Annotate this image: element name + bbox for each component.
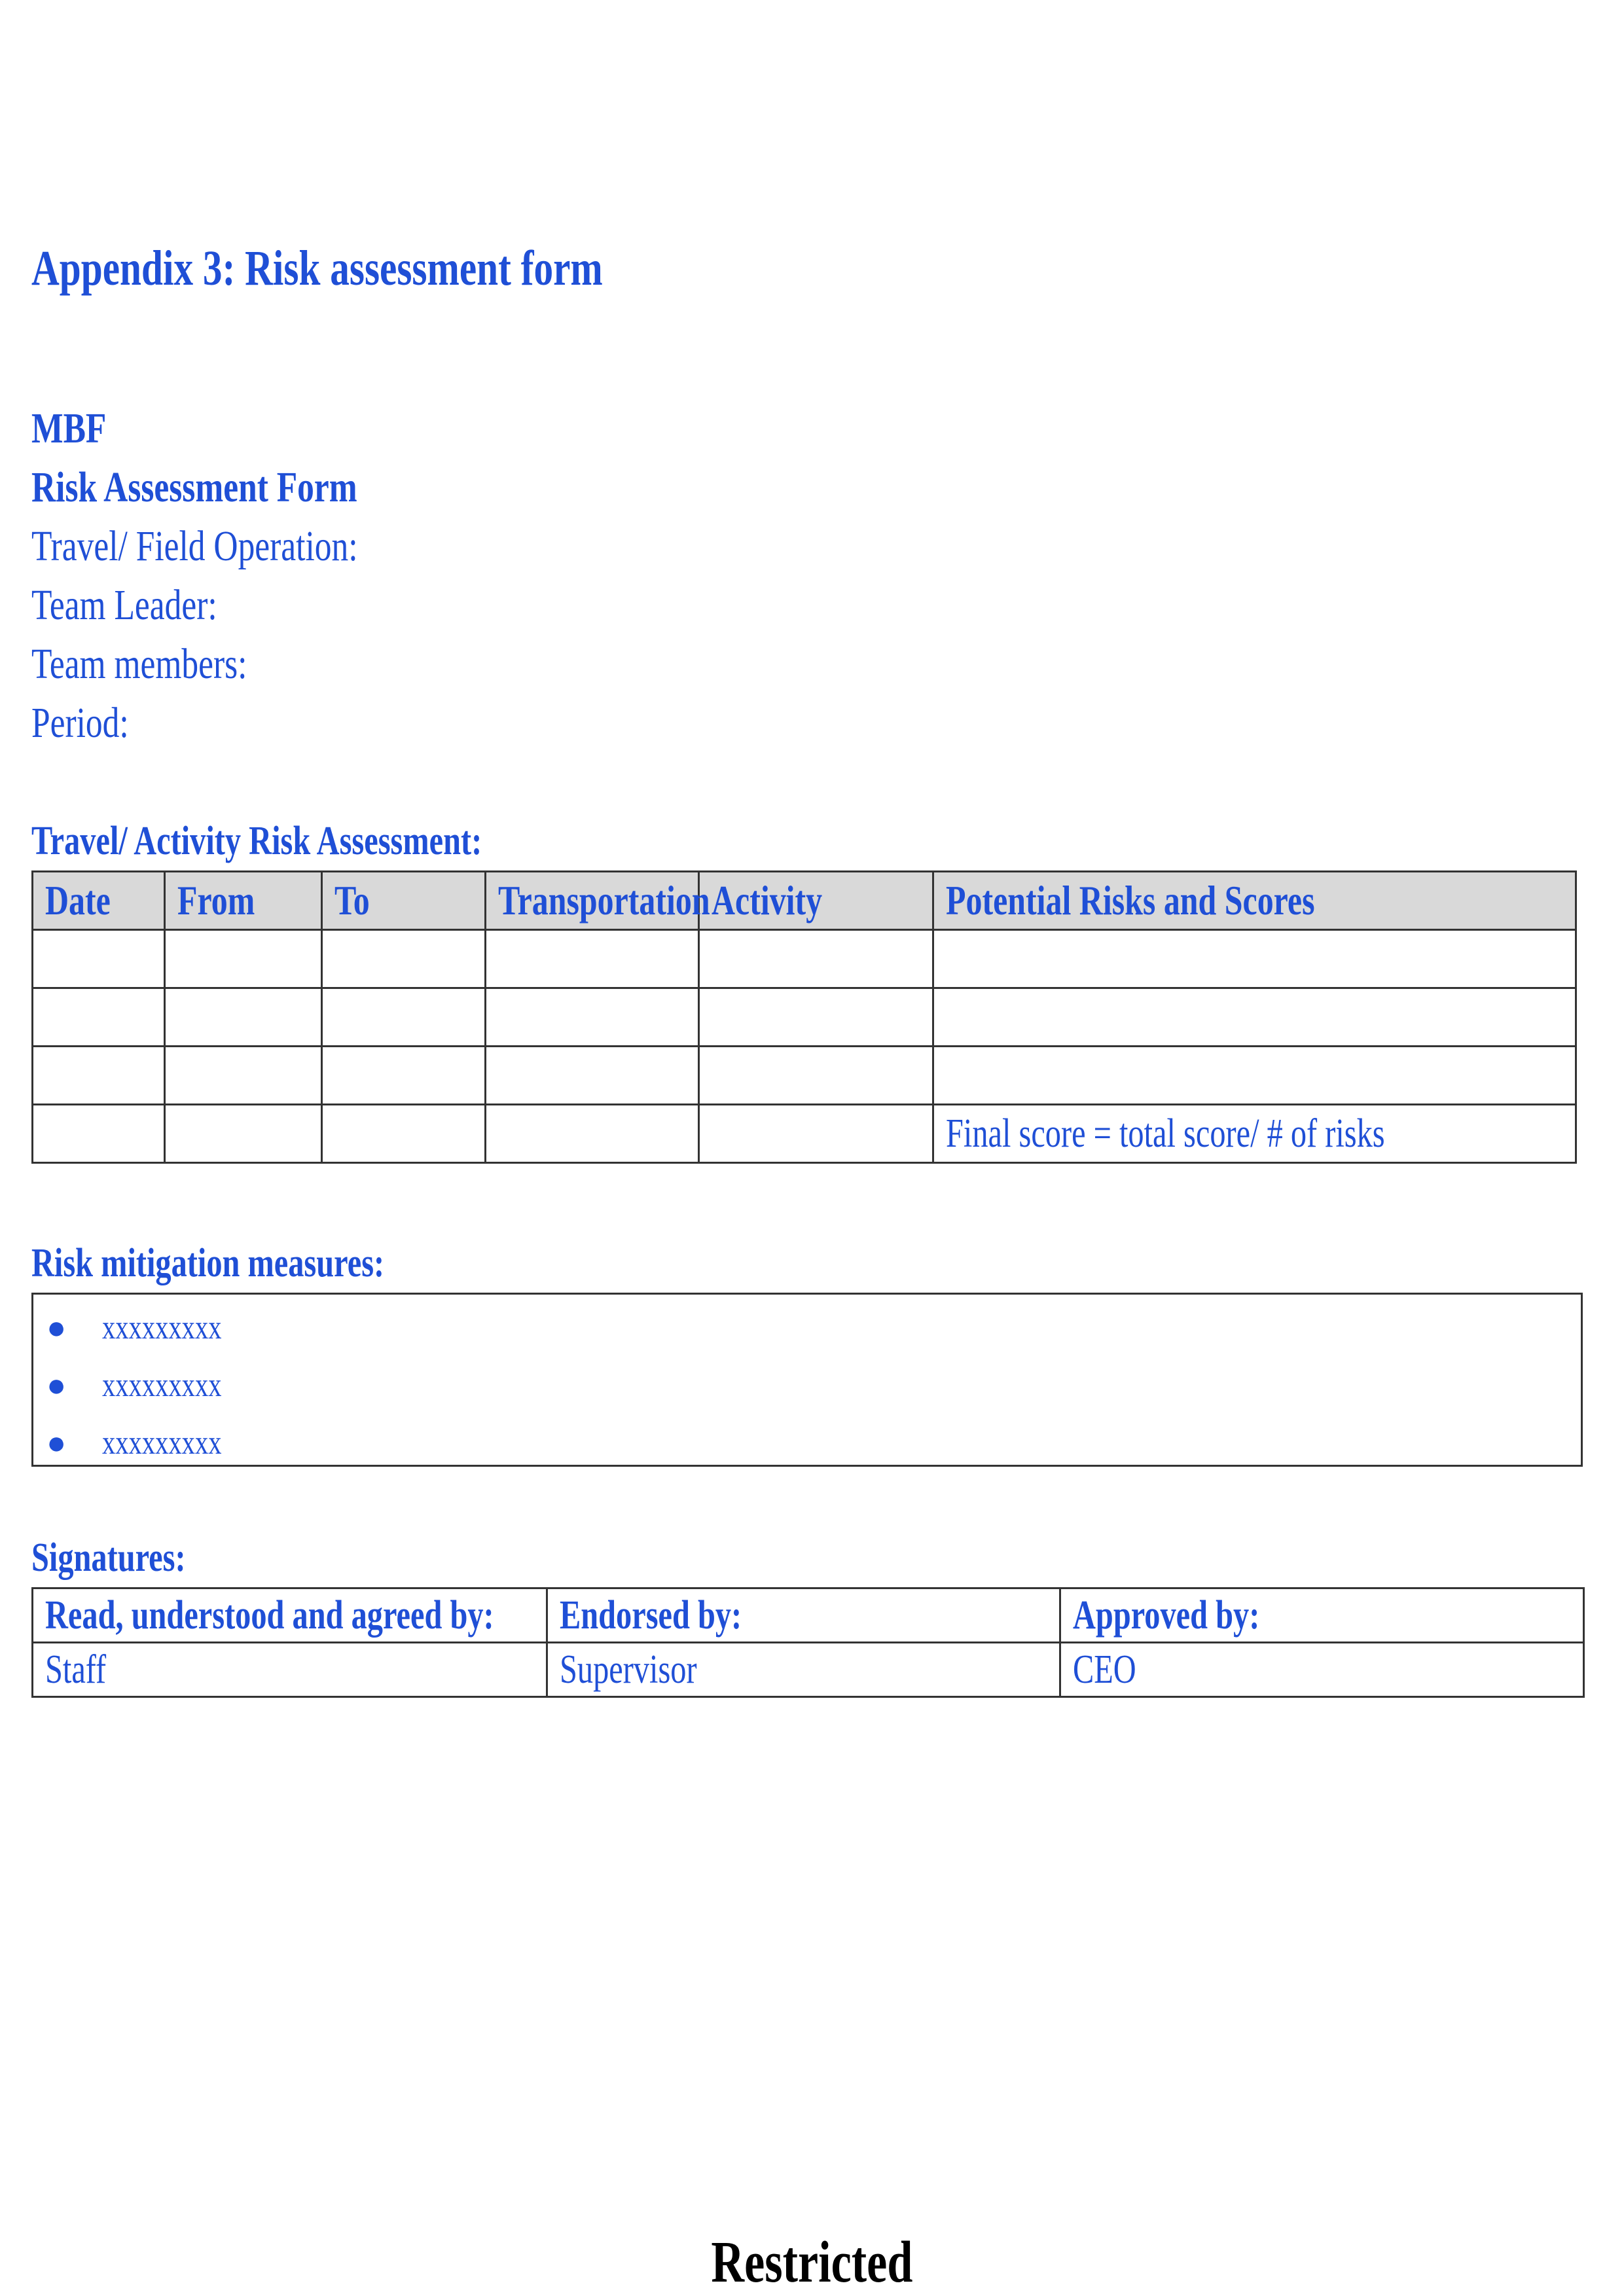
table-cell[interactable] — [165, 930, 322, 988]
field-team-leader: Team Leader: — [31, 581, 217, 629]
table-cell[interactable] — [33, 988, 165, 1047]
table-row — [33, 1047, 1576, 1105]
column-header-date: Date — [33, 872, 165, 930]
final-score-cell[interactable]: Final score = total score/ # of risks — [933, 1105, 1576, 1163]
org-name: MBF — [31, 404, 107, 452]
signature-header-agreed: Read, understood and agreed by: — [33, 1588, 547, 1643]
risk-assessment-table — [31, 870, 1577, 1164]
table-cell[interactable] — [322, 1047, 486, 1105]
table-row — [33, 1105, 1576, 1163]
field-travel-operation: Travel/ Field Operation: — [31, 522, 358, 570]
bullet-icon: ● — [46, 1367, 67, 1403]
form-title: Risk Assessment Form — [31, 463, 357, 511]
table-cell[interactable] — [933, 930, 1576, 988]
column-header-transportation: Transportation — [486, 872, 699, 930]
column-header-potential-risks: Potential Risks and Scores — [933, 872, 1576, 930]
table-cell[interactable] — [486, 1047, 699, 1105]
signature-staff[interactable]: Staff — [33, 1643, 547, 1697]
table-cell[interactable] — [165, 1047, 322, 1105]
signature-header-approved: Approved by: — [1060, 1588, 1584, 1643]
restricted-footer: Restricted — [711, 2230, 913, 2295]
field-period: Period: — [31, 699, 129, 747]
table-cell[interactable] — [322, 988, 486, 1047]
mitigation-box — [31, 1293, 1583, 1467]
column-header-to: To — [322, 872, 486, 930]
table-cell[interactable] — [699, 930, 933, 988]
signature-header-endorsed: Endorsed by: — [547, 1588, 1060, 1643]
signatures-heading: Signatures: — [31, 1535, 186, 1580]
table-cell[interactable] — [933, 1047, 1576, 1105]
table-cell[interactable] — [322, 1105, 486, 1163]
bullet-icon: ● — [46, 1309, 67, 1346]
signature-ceo[interactable]: CEO — [1060, 1643, 1584, 1697]
list-item: ● xxxxxxxxx — [46, 1424, 222, 1462]
column-header-activity: Activity — [699, 872, 933, 930]
signature-supervisor[interactable]: Supervisor — [547, 1643, 1060, 1697]
signatures-table — [31, 1587, 1585, 1698]
table-cell[interactable] — [699, 1105, 933, 1163]
table-cell[interactable] — [933, 988, 1576, 1047]
table-header-row — [33, 872, 1576, 930]
table-cell[interactable] — [165, 1105, 322, 1163]
list-item: ● xxxxxxxxx — [46, 1366, 222, 1404]
table-cell[interactable] — [486, 1105, 699, 1163]
table-row — [33, 988, 1576, 1047]
table-cell[interactable] — [33, 930, 165, 988]
table-cell[interactable] — [486, 988, 699, 1047]
signature-row — [33, 1643, 1584, 1697]
mitigation-heading: Risk mitigation measures: — [31, 1241, 385, 1285]
table-cell[interactable] — [33, 1047, 165, 1105]
field-team-members: Team members: — [31, 640, 247, 688]
table-cell[interactable] — [165, 988, 322, 1047]
signature-header-row — [33, 1588, 1584, 1643]
document-title: Appendix 3: Risk assessment form — [31, 241, 603, 296]
list-item: ● xxxxxxxxx — [46, 1308, 222, 1346]
column-header-from: From — [165, 872, 322, 930]
bullet-icon: ● — [46, 1424, 67, 1461]
risk-assessment-heading: Travel/ Activity Risk Assessment: — [31, 819, 482, 863]
table-cell[interactable] — [486, 930, 699, 988]
table-cell[interactable] — [699, 1047, 933, 1105]
table-cell[interactable] — [33, 1105, 165, 1163]
table-cell[interactable] — [322, 930, 486, 988]
table-cell[interactable] — [699, 988, 933, 1047]
table-row — [33, 930, 1576, 988]
